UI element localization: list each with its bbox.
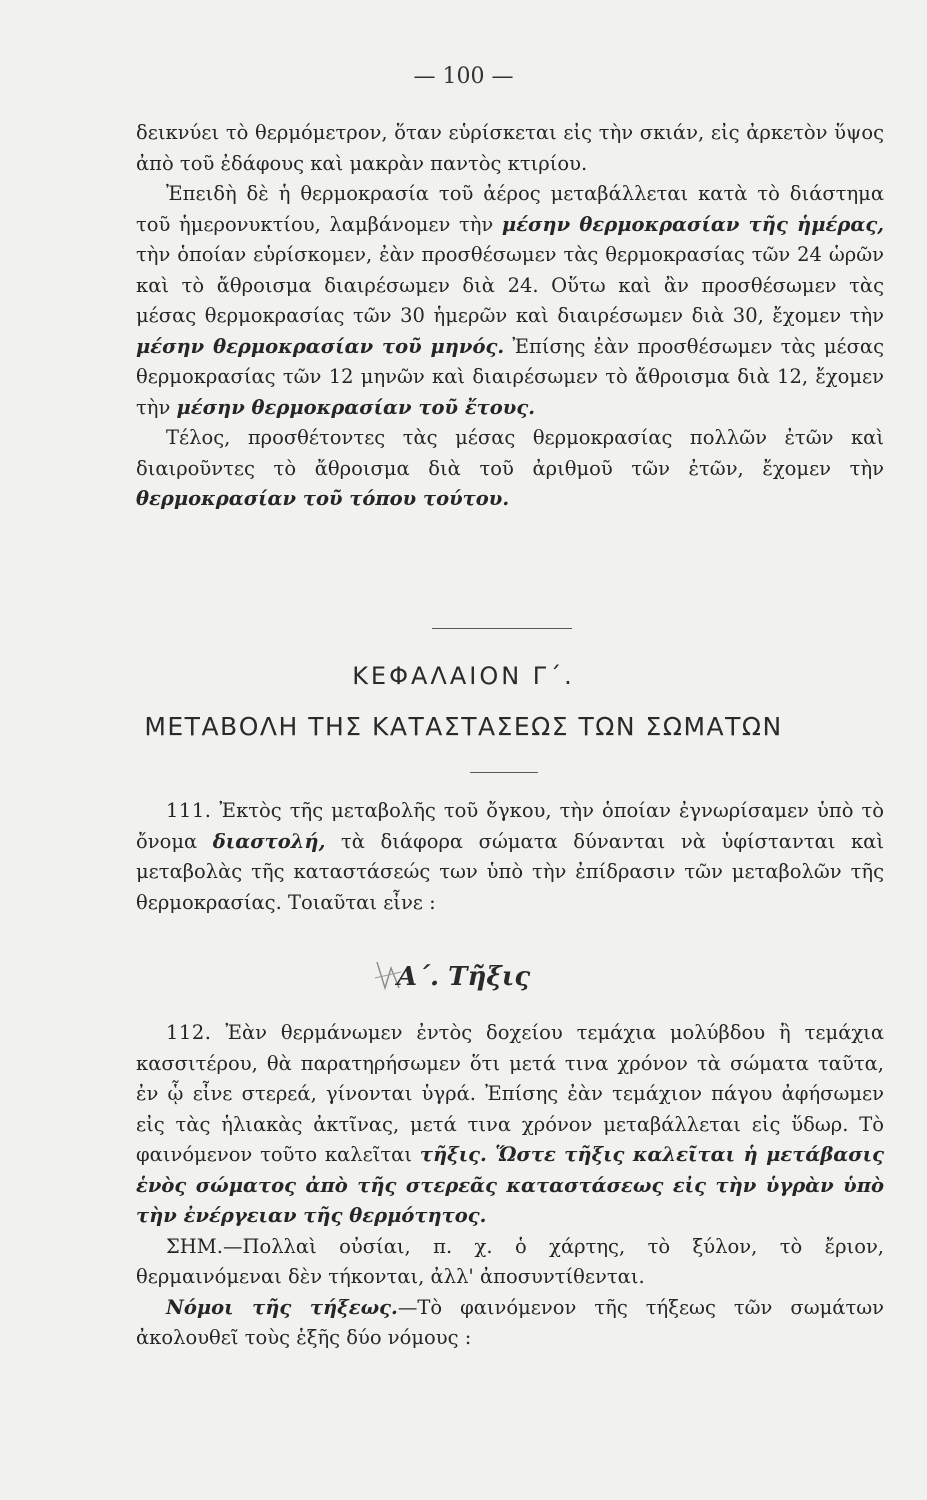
- divider-rule: [432, 628, 572, 629]
- term-monthly-mean: μέσην θερμοκρασίαν τοῦ μηνός.: [136, 334, 505, 358]
- short-divider-rule: [470, 772, 538, 773]
- paragraph-number: 111.: [166, 799, 212, 822]
- term-daily-mean: μέσην θερμοκρασίαν τῆς ἡμέρας,: [501, 212, 884, 236]
- paragraph-continued: δεικνύει τὸ θερμόμετρον, ὅταν εὑρίσκεται εἰς τὴν σκιάν, εἰς ἀρκετὸν ὕψος ἀπὸ τοῦ ἐδάφους καὶ μακρὰν παντὸς κτιρίου.: [136, 121, 884, 175]
- term-expansion: διαστολή,: [212, 829, 326, 853]
- section-heading: Α΄. Τῆξις: [396, 962, 531, 992]
- term-yearly-mean: μέσην θερμοκρασίαν τοῦ ἔτους.: [176, 395, 535, 419]
- laws-paragraph: Νόμοι τῆς τήξεως.—Τὸ φαινόμενον τῆς τήξεως τῶν σωμάτων ἀκολουθεῖ τοὺς ἑξῆς δύο νόμους :: [136, 1295, 884, 1349]
- paragraph-mean-temperature: Ἐπειδὴ δὲ ἡ θερμοκρασία τοῦ ἀέρος μεταβάλλεται κατὰ τὸ διάστημα τοῦ ἡμερονυκτίου, λαμβάνομεν τὴν μέσην θερμοκρασίαν τῆς ἡμέρας, τὴν ὁποίαν εὑρίσκομεν, ἐὰν προσθέσωμεν τὰς θερμοκρασίας τῶν 24 ὡρῶν καὶ τὸ ἄθροισμα διαιρέσωμεν διὰ 24. Οὕτω καὶ ἂν προσθέσωμεν τὰς μέσας θερμοκρασίας τῶν 30 ἡμερῶν καὶ διαιρέσωμεν διὰ 30, ἔχομεν τὴν μέσην θερμοκρασίαν τοῦ μηνός. Ἐπίσης ἐὰν προσθέσωμεν τὰς μέσας θερμοκρασίας τῶν 12 μηνῶν καὶ διαιρέσωμεν τὸ ἄθροισμα διὰ 12, ἔχομεν τὴν μέσην θερμοκρασίαν τοῦ ἔτους.: [136, 182, 884, 419]
- term-laws-of-melting: Νόμοι τῆς τήξεως.: [166, 1295, 398, 1319]
- chapter-label: ΚΕΦΑΛΑΙΟΝ Γ΄.: [352, 662, 575, 690]
- paragraph-112: 112. Ἐὰν θερμάνωμεν ἐντὸς δοχείου τεμάχια μολύβδου ἢ τεμάχια κασσιτέρου, θὰ παρατηρήσωμεν ὅτι μετά τινα χρόνον τὰ σώματα ταῦτα, ἐν ᾧ εἶνε στερεά, γίνονται ὑγρά. Ἐπίσης ἐὰν τεμάχιον πάγου ἀφήσωμεν εἰς τὰς ἡλιακὰς ἀκτῖνας, μετά τινα χρόνον μεταβάλλεται εἰς ὕδωρ. Τὸ φαινόμενον τοῦτο καλεῖται τῆξις. Ὥστε τῆξις καλεῖται ἡ μετάβασις ἑνὸς σώματος ἀπὸ τῆς στερεᾶς καταστάσεως εἰς τὴν ὑγρὰν ὑπὸ τὴν ἐνέργειαν τῆς θερμότητος.: [136, 1021, 884, 1227]
- page-number: — 100 —: [413, 64, 514, 89]
- chapter-title: ΜΕΤΑΒΟΛΗ ΤΗΣ ΚΑΤΑΣΤΑΣΕΩΣ ΤΩΝ ΣΩΜΑΤΩΝ: [144, 712, 783, 741]
- definition-melting: Ὥστε τῆξις καλεῖται ἡ μετάβασις ἑνὸς σώματος ἀπὸ τῆς στερεᾶς καταστάσεως εἰς τὴν ὑγρὰν ὑπὸ τὴν ἐνέργειαν τῆς θερμότητος.: [136, 1143, 884, 1227]
- paragraph-112-block: [136, 1018, 884, 1354]
- term-place-temperature: θερμοκρασίαν τοῦ τόπου τούτου.: [136, 487, 510, 510]
- paragraph-place-temperature: Τέλος, προσθέτοντες τὰς μέσας θερμοκρασίας πολλῶν ἐτῶν καὶ διαιροῦντες τὸ ἄθροισμα διὰ τοῦ ἀριθμοῦ τῶν ἐτῶν, ἔχομεν τὴν θερμοκρασίαν τοῦ τόπου τούτου.: [136, 426, 884, 510]
- term-melting: τῆξις.: [419, 1143, 487, 1166]
- paragraph-number: 112.: [166, 1021, 212, 1044]
- note-paragraph: ΣΗΜ.—Πολλαὶ οὐσίαι, π. χ. ὁ χάρτης, τὸ ξύλον, τὸ ἔριον, θερμαινόμεναι δὲν τήκονται, ἀλλ' ἀποσυντίθενται.: [136, 1234, 884, 1288]
- top-text-block: [136, 118, 884, 515]
- paragraph-111: 111. Ἐκτὸς τῆς μεταβολῆς τοῦ ὄγκου, τὴν ὁποίαν ἐγνωρίσαμεν ὑπὸ τὸ ὄνομα διαστολή, τὰ διάφορα σώματα δύνανται νὰ ὑφίστανται καὶ μεταβολὰς τῆς καταστάσεώς των ὑπὸ τὴν ἐπίδρασιν τῶν μεταβολῶν τῆς θερμοκρασίας. Τοιαῦται εἶνε :: [136, 799, 884, 914]
